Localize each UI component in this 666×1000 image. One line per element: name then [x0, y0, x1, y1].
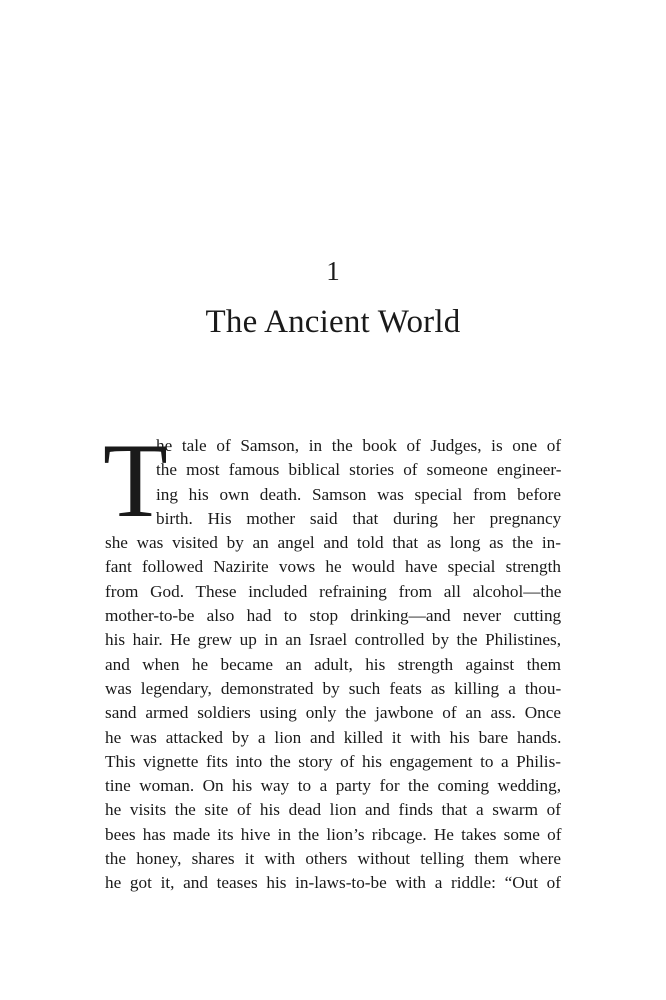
text-line: ing his own death. Samson was special from before	[156, 484, 561, 504]
text-line: fant followed Nazirite vows he would have special strength	[105, 557, 561, 577]
text-line: tine woman. On his way to a party for the coming wedding,	[105, 776, 562, 796]
text-line: he was attacked by a lion and killed it with his bare hands.	[105, 727, 562, 747]
text-line: he got it, and teases his in-laws-to-be with a riddle: “Out of	[105, 873, 561, 893]
drop-cap: T	[103, 422, 168, 539]
text-line: she was visited by an angel and told that as long as the in-	[105, 533, 561, 553]
text-line: and when he became an adult, his strength against them	[105, 654, 561, 674]
text-line: birth. His mother said that during her pregnancy	[156, 508, 562, 528]
text-line: the honey, shares it with others without telling them where	[105, 849, 561, 869]
text-line: This vignette fits into the story of his engagement to a Philis-	[105, 751, 561, 771]
text-line: the most famous biblical stories of someone engineer-	[156, 460, 562, 480]
text-line: bees has made its hive in the lion’s ribcage. He takes some of	[105, 824, 562, 844]
text-line: was legendary, demonstrated by such feats as killing a thou-	[105, 678, 562, 698]
text-line: mother-to-be also had to stop drinking—and never cutting	[105, 606, 562, 626]
chapter-number: 1	[326, 256, 340, 286]
text-line: he tale of Samson, in the book of Judges, is one of	[156, 436, 562, 455]
text-line: his hair. He grew up in an Israel controlled by the Philistines,	[105, 630, 561, 650]
chapter-title: The Ancient World	[205, 304, 461, 340]
text-line: he visits the site of his dead lion and finds that a swarm of	[105, 800, 561, 820]
text-line: from God. These included refraining from all alcohol—the	[105, 581, 562, 601]
text-line: sand armed soldiers using only the jawbone of an ass. Once	[105, 703, 562, 723]
body-text	[103, 422, 562, 896]
